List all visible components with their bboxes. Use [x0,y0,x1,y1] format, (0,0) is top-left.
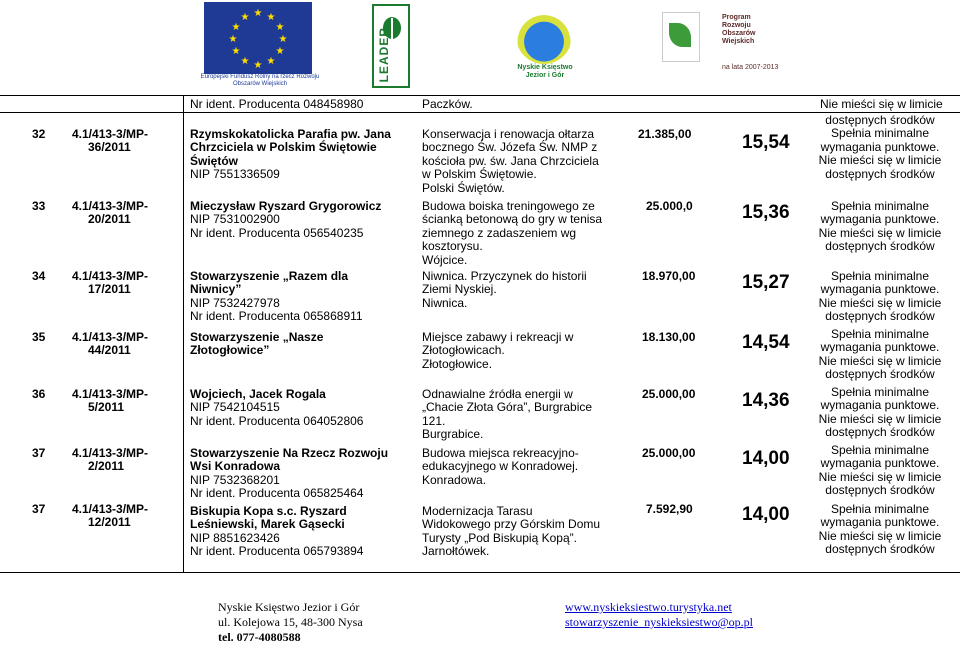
project-cell: Niwnica. Przyczynek do historii Ziemi Nyskiej. Niwnica. [422,269,587,310]
project-cell: Konserwacja i renowacja ołtarza bocznego Św. Józefa Św. NMP z kościoła pw. św. Jana Chrzciciela w Polskim Świętowie. Polski Świętów. [422,127,599,195]
status-cell: Spełnia minimalne wymagania punktowe. Nie mieści się w limicie dostępnych środków [818,269,942,324]
score-cell: 14,54 [742,332,790,353]
applicant-cell: Stowarzyszenie „Nasze Złotogłowice” [190,330,324,358]
place-cell: Paczków. [422,97,473,111]
table-bottom-border [0,572,960,573]
footer-contact [218,600,363,645]
website-link[interactable]: www.nyskieksiestwo.turystyka.net [565,600,732,614]
prow-year: na lata 2007-2013 [722,64,779,71]
leader-logo [372,4,410,88]
status-cell: dostępnych środków Spełnia minimalne wymagania punktowe. Nie mieści się w limicie dostępnych środków [818,113,942,181]
score-cell: 14,00 [742,448,790,469]
row-divider [0,112,960,113]
svg-text:★: ★ [231,46,241,57]
applicant-cell: Biskupia Kopa s.c. Ryszard Leśniewski, Marek Gąsecki NIP 8851623426 Nr ident. Producenta 065793894 [190,504,364,559]
eu-caption: Europejski Fundusz Rolny na rzecz Rozwoju Obszarów Wiejskich [200,74,320,87]
applicant-cell: Rzymskokatolicka Parafia pw. Jana Chrzciciela w Polskim Świętowie Świętów NIP 7551336509 [190,127,391,182]
svg-text:★: ★ [266,12,276,23]
svg-text:★: ★ [253,60,263,71]
nr-cell: 4.1/413-3/MP- 17/2011 [72,269,149,297]
amount-cell: 21.385,00 [638,127,692,141]
amount-cell: 25.000,00 [642,446,696,460]
project-cell: Modernizacja Tarasu Widokowego przy Górskim Domu Turysty „Pod Biskupią Kopą”. Jarnołtówek. [422,504,601,559]
nr-cell: 4.1/413-3/MP- 2/2011 [72,446,149,474]
svg-text:★: ★ [231,22,241,33]
amount-cell: 25.000,0 [646,199,693,213]
footer-org-name: Nyskie Księstwo Jezior i Gór [218,600,360,614]
svg-text:★: ★ [240,56,250,67]
eu-flag-icon [204,2,312,74]
lp-cell: 32 [32,127,46,141]
score-cell: 15,36 [742,202,790,223]
svg-text:★: ★ [275,46,285,57]
lp-cell: 33 [32,199,46,213]
lp-cell: 34 [32,269,46,283]
status-cell: Spełnia minimalne wymagania punktowe. Nie mieści się w limicie dostępnych środków [818,443,942,498]
nr-cell: 4.1/413-3/MP- 5/2011 [72,387,149,415]
status-cell: Nie mieści się w limicie [820,97,943,111]
lgd-caption: Nyskie Księstwo Jezior i Gór [517,64,573,79]
score-cell: 15,54 [742,132,790,153]
amount-cell: 18.130,00 [642,330,696,344]
footer-phone: tel. 077-4080588 [218,630,301,644]
project-cell: Odnawialne źródła energii w „Chacie Złota Góra”, Burgrabice 121. Burgrabice. [422,387,593,442]
svg-text:★: ★ [266,56,276,67]
score-cell: 14,00 [742,504,790,525]
svg-text:★: ★ [275,22,285,33]
svg-text:★: ★ [253,8,263,19]
status-cell: Spełnia minimalne wymagania punktowe. Nie mieści się w limicie dostępnych środków [818,199,942,254]
lp-cell: 37 [32,502,46,516]
score-cell: 15,27 [742,272,790,293]
svg-text:★: ★ [278,34,288,45]
lake-mountain-icon [516,8,572,64]
status-cell: Spełnia minimalne wymagania punktowe. Nie mieści się w limicie dostępnych środków [818,502,942,557]
lp-cell: 36 [32,387,46,401]
amount-cell: 18.970,00 [642,269,696,283]
lp-cell: 37 [32,446,46,460]
eu-logo [200,0,320,92]
svg-text:★: ★ [228,34,238,45]
applicant-cell: Stowarzyszenie Na Rzecz Rozwoju Wsi Konradowa NIP 7532368201 Nr ident. Producenta 065825464 [190,446,389,501]
project-cell: Budowa miejsca rekreacyjno- edukacyjnego w Konradowej. Konradowa. [422,446,579,487]
applicant-cell: Wojciech, Jacek Rogala NIP 7542104515 Nr ident. Producenta 064052806 [190,387,364,428]
amount-cell: 7.592,90 [646,502,693,516]
score-cell: 14,36 [742,390,790,411]
nr-cell: 4.1/413-3/MP- 12/2011 [72,502,149,530]
leader-text: LEADER [377,26,391,82]
project-cell: Miejsce zabawy i rekreacji w Złotogłowicach. Złotogłowice. [422,330,574,371]
nr-cell: 4.1/413-3/MP- 36/2011 [72,127,149,155]
nr-cell: 4.1/413-3/MP- 44/2011 [72,330,149,358]
email-link[interactable]: stowarzyszenie_nyskieksiestwo@op.pl [565,615,754,629]
status-cell: Spełnia minimalne wymagania punktowe. Nie mieści się w limicie dostępnych środków [818,327,942,382]
nr-cell: 4.1/413-3/MP- 20/2011 [72,199,149,227]
prow-name: Program Rozwoju Obszarów Wiejskich [722,14,756,45]
footer-links [565,600,753,630]
status-cell: Spełnia minimalne wymagania punktowe. Nie mieści się w limicie dostępnych środków [818,385,942,440]
project-cell: Budowa boiska treningowego ze ścianką betonową do gry w tenisa ziemnego z zadaszeniem wg kosztorysu. Wójcice. [422,199,603,267]
column-divider [183,95,184,573]
amount-cell: 25.000,00 [642,387,696,401]
footer-address: ul. Kolejowa 15, 48-300 Nysa [218,615,363,629]
table-top-border [0,95,960,96]
applicant-cell: Nr ident. Producenta 048458980 [190,97,364,111]
svg-text:★: ★ [240,12,250,23]
lp-cell: 35 [32,330,46,344]
prow-logo [662,12,779,72]
applicant-cell: Mieczysław Ryszard Grygorowicz NIP 7531002900 Nr ident. Producenta 056540235 [190,199,382,240]
applicant-cell: Stowarzyszenie „Razem dla Niwnicy” NIP 7532427978 Nr ident. Producenta 065868911 [190,269,363,324]
leaf-icon [662,12,700,62]
lgd-logo [508,8,582,88]
